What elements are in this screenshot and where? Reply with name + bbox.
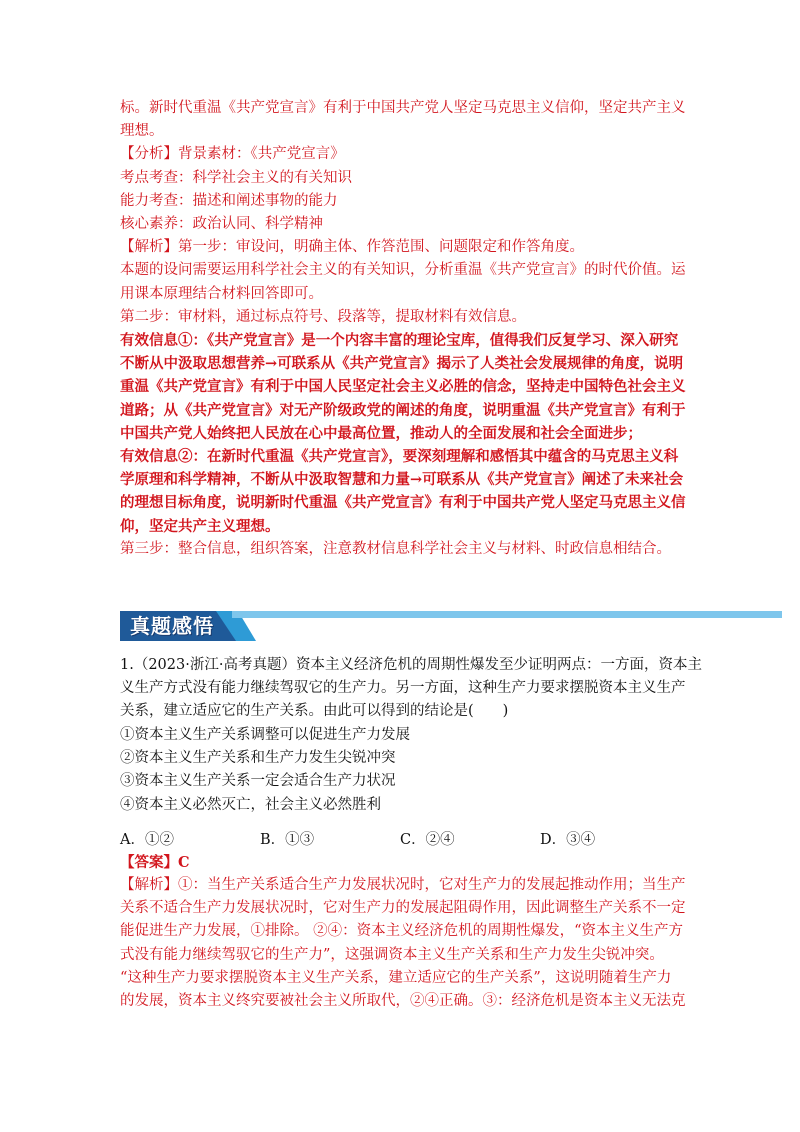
text-line: 【解析】第一步：审设问，明确主体、作答范围、问题限定和作答角度。 [120, 239, 584, 256]
option-a[interactable]: A．①② [120, 832, 174, 848]
text-line: 标。新时代重温《共产党宣言》有利于中国共产党人坚定马克思主义信仰，坚定共产主义 [120, 100, 686, 116]
option-b[interactable]: B．①③ [260, 832, 315, 848]
text-line: 1.（2023·浙江·高考真题）资本主义经济危机的周期性爆发至少证明两点：一方面，资本主 [120, 657, 702, 673]
option-c[interactable]: C．②④ [400, 832, 455, 848]
text-line: 关系，建立适应它的生产关系。由此可以得到的结论是( ) [120, 703, 509, 720]
answer-block [120, 851, 690, 874]
text-line: 中国共产党人始终把人民放在心中最高位置，推动人的全面发展和社会全面进步； [120, 424, 642, 442]
text-line: 有效信息①：《共产党宣言》是一个内容丰富的理论宝库，值得我们反复学习、深入研究 [120, 332, 679, 350]
text-line: ③资本主义生产关系一定会适合生产力状况 [120, 773, 396, 790]
explanation-block [120, 874, 690, 1013]
text-line: 考点考查：科学社会主义的有关知识 [120, 169, 352, 186]
question-stem [120, 654, 702, 724]
text-line: 能力考查：描述和阐述事物的能力 [120, 192, 338, 209]
text-line: 仰，坚定共产主义理想。 [120, 517, 280, 535]
section-title: 真题感悟 [130, 614, 214, 638]
text-line: 不断从中汲取思想营养→可联系从《共产党宣言》揭示了人类社会发展规律的角度，说明 [120, 355, 684, 373]
text-line: 有效信息②：在新时代重温《共产党宣言》，要深刻理解和感悟其中蕴含的马克思主义科 [120, 448, 679, 466]
banner-stripe [232, 611, 782, 618]
text-line: 能促进生产力发展，①排除。 ②④：资本主义经济危机的周期性爆发，“资本主义生产方 [120, 923, 684, 940]
text-line: “这种生产力要求摆脱资本主义生产关系，建立适应它的生产关系”，这说明随着生产力 [120, 969, 672, 986]
text-line: ④资本主义必然灭亡，社会主义必然胜利 [120, 796, 381, 813]
answer-line: 【答案】C [120, 854, 190, 871]
text-line: 第二步：审材料，通过标点符号、段落等，提取材料有效信息。 [120, 308, 526, 325]
text-line: 道路；从《共产党宣言》对无产阶级政党的阐述的角度，说明重温《共产党宣言》有利于 [120, 401, 686, 419]
text-line: 理想。 [120, 123, 164, 140]
analysis-section [120, 97, 690, 561]
text-line: 本题的设问需要运用科学社会主义的有关知识，分析重温《共产党宣言》的时代价值。运 [120, 262, 686, 279]
banner-shape [120, 608, 782, 644]
text-line: 核心素养：政治认同、科学精神 [120, 216, 323, 233]
text-line: ②资本主义生产关系和生产力发生尖锐冲突 [120, 750, 396, 767]
text-line: 关系不适合生产力发展状况时，它对生产力的发展起阻碍作用，因此调整生产关系不一定 [120, 900, 686, 917]
text-line: 【分析】背景素材：《共产党宣言》 [120, 146, 345, 163]
question-options [120, 828, 690, 852]
text-line: 学原理和科学精神，不断从中汲取智慧和力量→可联系从《共产党宣言》阐述了未来社会 [120, 471, 684, 489]
text-line: 【解析】①：当生产关系适合生产力发展状况时，它对生产力的发展起推动作用；当生产 [120, 877, 686, 893]
question-statements [120, 724, 690, 817]
text-line: 式没有能力继续驾驭它的生产力”，这强调资本主义生产关系和生产力发生尖锐冲突。 [120, 946, 664, 963]
text-line: 重温《共产党宣言》有利于中国人民坚定社会主义必胜的信念，坚持走中国特色社会主义 [120, 378, 686, 396]
text-line: 义生产方式没有能力继续驾驭它的生产力。另一方面，这种生产力要求摆脱资本主义生产 [120, 680, 686, 697]
text-line: 用课本原理结合材料回答即可。 [120, 285, 323, 302]
option-d[interactable]: D．③④ [540, 832, 596, 848]
text-line: 的理想目标角度，说明新时代重温《共产党宣言》有利于中国共产党人坚定马克思主义信 [120, 494, 686, 512]
text-line: 第三步：整合信息，组织答案，注意教材信息科学社会主义与材料、时政信息相结合。 [120, 540, 671, 557]
text-line: 的发展，资本主义终究要被社会主义所取代，②④正确。③：经济危机是资本主义无法克 [120, 993, 686, 1010]
text-line: ①资本主义生产关系调整可以促进生产力发展 [120, 727, 410, 743]
section-banner [120, 608, 782, 644]
